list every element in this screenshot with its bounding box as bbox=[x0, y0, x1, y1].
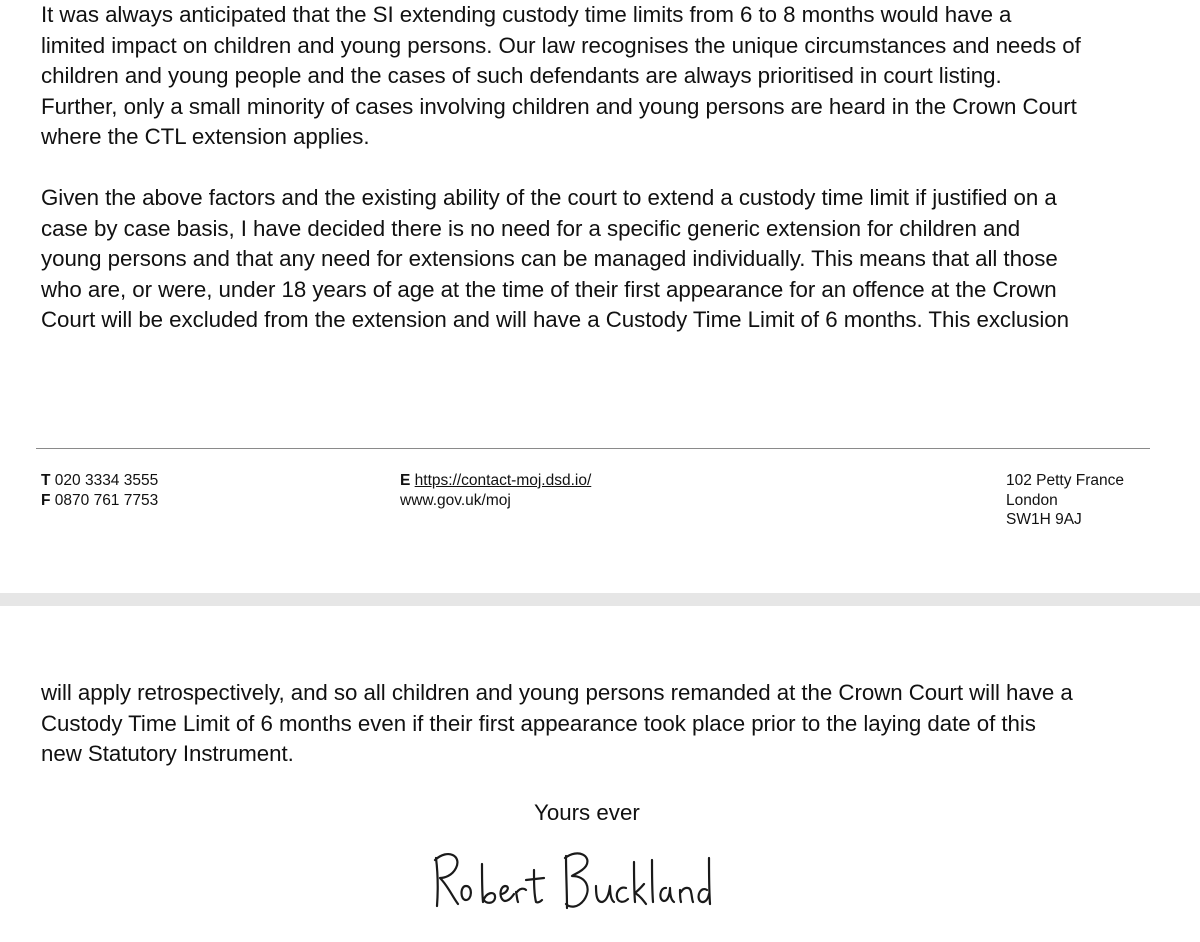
footer-address bbox=[1006, 471, 1124, 530]
footer-website: www.gov.uk/moj bbox=[400, 491, 511, 509]
page-break bbox=[0, 593, 1200, 606]
text-line: Given the above factors and the existing ability of the court to extend a custody time limit if justified on a bbox=[41, 185, 1057, 210]
text-line: Court will be excluded from the extension and will have a Custody Time Limit of 6 months. This exclusion bbox=[41, 307, 1069, 332]
text-line: who are, or were, under 18 years of age at the time of their first appearance for an offence at the Crown bbox=[41, 276, 1057, 302]
fax-label: F bbox=[41, 491, 51, 509]
paragraph-ctl-impact bbox=[41, 0, 1161, 153]
footer-fax bbox=[41, 491, 158, 511]
telephone-label: T bbox=[41, 472, 51, 489]
text-line: children and young people and the cases of such defendants are always prioritised in court listing. bbox=[41, 63, 1002, 88]
text-line: young persons and that any need for extensions can be managed individually. This means that all those bbox=[41, 246, 1058, 271]
text-line: It was always anticipated that the SI extending custody time limits from 6 to 8 months would have a bbox=[41, 2, 1012, 27]
address-line: London bbox=[1006, 491, 1058, 509]
document-page-2 bbox=[0, 606, 1200, 942]
text-line: Custody Time Limit of 6 months even if their first appearance took place prior to the laying date of this bbox=[41, 710, 1036, 736]
address-line: SW1H 9AJ bbox=[1006, 511, 1082, 528]
handwritten-signature bbox=[426, 834, 716, 934]
text-line: will apply retrospectively, and so all children and young persons remanded at the Crown Court will have a bbox=[41, 680, 1073, 705]
fax-number: 0870 761 7753 bbox=[54, 491, 159, 509]
footer-telephone bbox=[41, 471, 158, 491]
text-line: Further, only a small minority of cases involving children and young persons are heard in the Crown Court bbox=[41, 93, 1077, 119]
telephone-number: 020 3334 3555 bbox=[54, 472, 159, 489]
contact-link[interactable]: https://contact-moj.dsd.io/ bbox=[414, 472, 592, 489]
address-line: 102 Petty France bbox=[1006, 472, 1125, 489]
text-line: where the CTL extension applies. bbox=[41, 124, 370, 149]
text-line: new Statutory Instrument. bbox=[41, 741, 294, 766]
sign-off: Yours ever bbox=[534, 800, 640, 825]
paragraph-decision bbox=[41, 183, 1161, 336]
footer-divider bbox=[36, 448, 1150, 449]
email-label: E bbox=[400, 472, 411, 489]
text-line: case by case basis, I have decided there is no need for a specific generic extension for children and bbox=[41, 215, 1021, 241]
footer-email bbox=[400, 471, 591, 491]
paragraph-retrospective bbox=[41, 678, 1161, 770]
footer-contact-web bbox=[400, 471, 591, 510]
text-line: limited impact on children and young persons. Our law recognises the unique circumstances and needs of bbox=[41, 32, 1081, 58]
footer-contact-phone bbox=[41, 471, 158, 510]
